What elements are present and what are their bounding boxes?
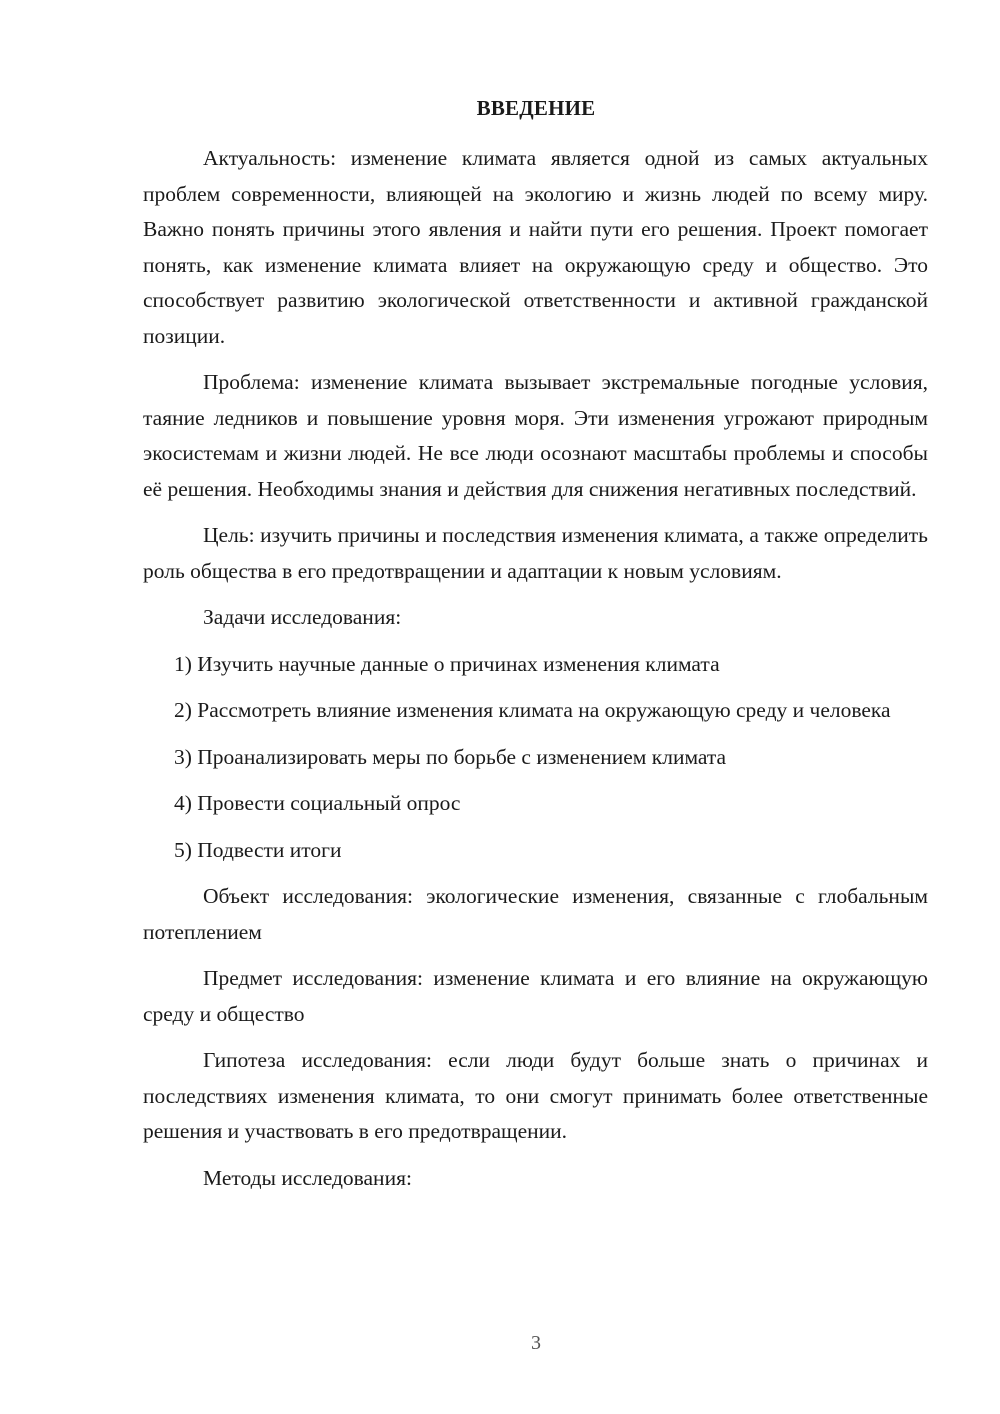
document-body [143, 141, 928, 1207]
task-item: 4) Провести социальный опрос [174, 791, 461, 815]
paragraph-goal: Цель: изучить причины и последствия изменения климата, а также определить роль общества в его предотвращении и адаптации к новым условиям. [143, 523, 928, 583]
task-item: 5) Подвести итоги [174, 837, 342, 862]
paragraph-hypothesis: Гипотеза исследования: если люди будут больше знать о причинах и последствиях изменения климата, то они смогут принимать более ответственные решения и участвовать в его предотвращении. [143, 1048, 928, 1143]
page-heading: ВВЕДЕНИЕ [476, 96, 596, 120]
paragraph-relevance: Актуальность: изменение климата является одной из самых актуальных проблем современности, влияющей на экологию и жизнь людей по всему миру. Важно понять причины этого явления и найти пути его решения. Проект помогает понять, как изменение климата влияет на окружающую среду и общество. Это способствует развитию экологической ответственности и активной гражданской позиции. [143, 146, 928, 348]
task-item: 3) Проанализировать меры по борьбе с изменением климата [174, 744, 727, 769]
methods-title: Методы исследования: [203, 1165, 412, 1190]
paragraph-subject: Предмет исследования: изменение климата и его влияние на окружающую среду и общество [143, 966, 928, 1026]
task-item: 1) Изучить научные данные о причинах изменения климата [174, 651, 720, 676]
task-item: 2) Рассмотреть влияние изменения климата на окружающую среду и человека [174, 698, 891, 722]
paragraph-object: Объект исследования: экологические изменения, связанные с глобальным потеплением [143, 884, 928, 944]
paragraph-problem: Проблема: изменение климата вызывает экстремальные погодные условия, таяние ледников и повышение уровня моря. Эти изменения угрожают природным экосистемам и жизни людей. Не все люди осознают масштабы проблемы и способы её решения. Необходимы знания и действия для снижения негативных последствий. [143, 370, 928, 501]
tasks-title: Задачи исследования: [203, 605, 402, 629]
page-number: 3 [531, 1332, 541, 1354]
